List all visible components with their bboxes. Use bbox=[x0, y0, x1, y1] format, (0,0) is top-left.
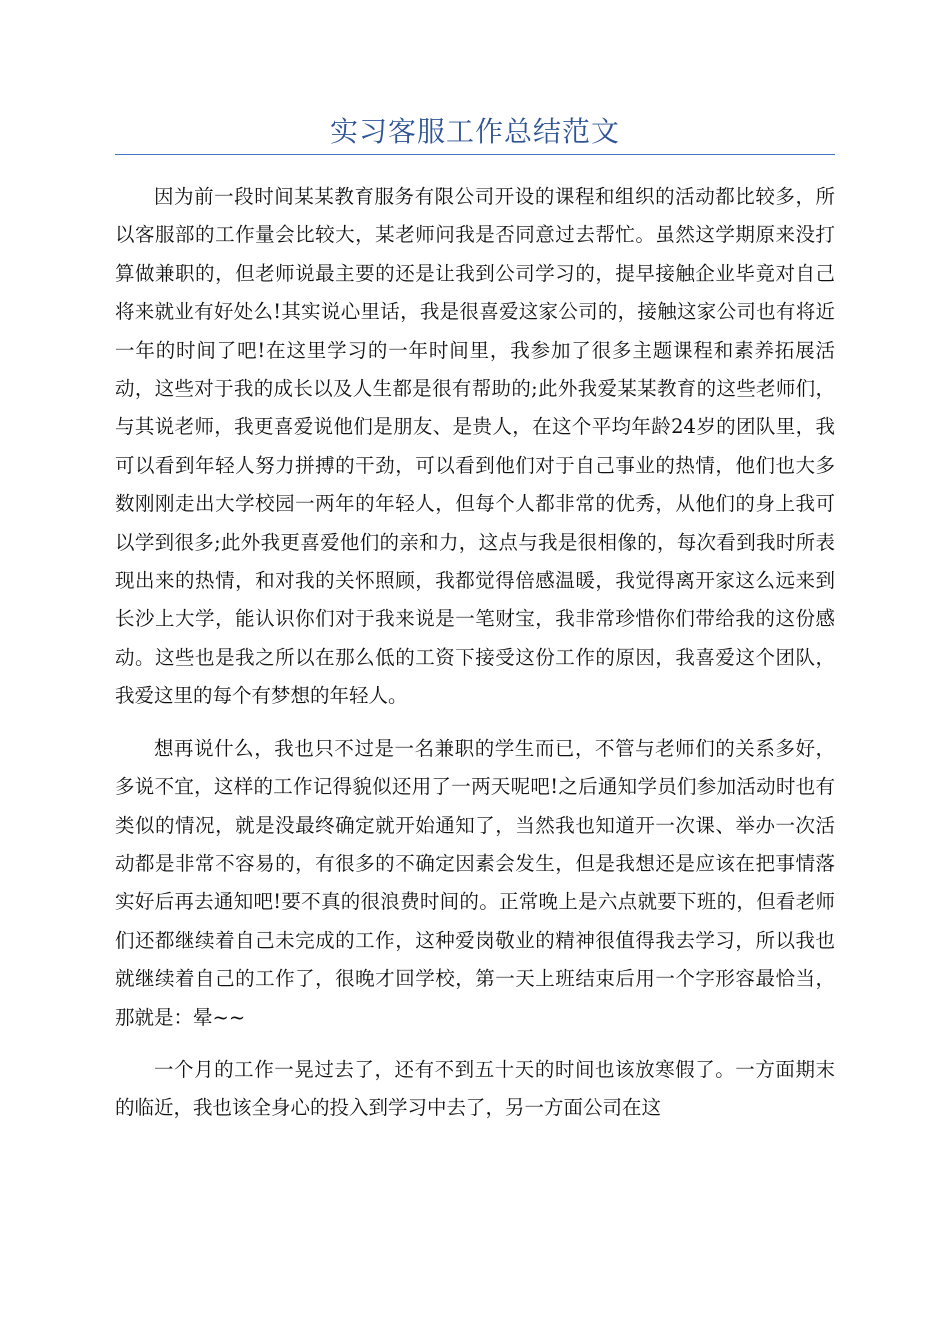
paragraph-3: 一个月的工作一晃过去了，还有不到五十天的时间也该放寒假了。一方面期末的临近，我也该全身心的投入到学习中去了，另一方面公司在这 bbox=[115, 1057, 835, 1120]
paragraph-2: 想再说什么，我也只不过是一名兼职的学生而已，不管与老师们的关系多好，多说不宜，这样的工作记得貌似还用了一两天呢吧!之后通知学员们参加活动时也有类似的情况，就是没最终确定就开始通知了，当然我也知道开一次课、举办一次活动都是非常不容易的，有很多的不确定因素会发生，但是我想还是应该在把事情落实好后再去通知吧!要不真的很浪费时间的。正常晚上是六点就要下班的，但看老师们还都继续着自己未完成的工作，这种爱岗敬业的精神很值得我去学习，所以我也就继续着自己的工作了，很晚才回学校，第一天上班结束后用一个字形容最恰当，那就是：晕~~ bbox=[115, 736, 835, 1029]
title-underline bbox=[115, 154, 835, 155]
document-title: 实习客服工作总结范文 bbox=[329, 115, 620, 148]
paragraph-1: 因为前一段时间某某教育服务有限公司开设的课程和组织的活动都比较多，所以客服部的工作量会比较大，某老师问我是否同意过去帮忙。虽然这学期原来没打算做兼职的，但老师说最主要的还是让我到公司学习的，提早接触企业毕竟对自己将来就业有好处么!其实说心里话，我是很喜爱这家公司的，接触这家公司也有将近一年的时间了吧!在这里学习的一年时间里，我参加了很多主题课程和素养拓展活动，这些对于我的成长以及人生都是很有帮助的;此外我爱某某教育的这些老师们，与其说老师，我更喜爱说他们是朋友、是贵人，在这个平均年龄24岁的团队里，我可以看到年轻人努力拼搏的干劲，可以看到他们对于自己事业的热情，他们也大多数刚刚走出大学校园一两年的年轻人，但每个人都非常的优秀，从他们的身上我可以学到很多;此外我更喜爱他们的亲和力，这点与我是很相像的，每次看到我时所表现出来的热情，和对我的关怀照顾，我都觉得倍感温暖，我觉得离开家这么远来到长沙上大学，能认识你们对于我来说是一笔财宝，我非常珍惜你们带给我的这份感动。这些也是我之所以在那么低的工资下接受这份工作的原因，我喜爱这个团队，我爱这里的每个有梦想的年轻人。 bbox=[115, 185, 835, 708]
document-body bbox=[115, 178, 835, 1142]
